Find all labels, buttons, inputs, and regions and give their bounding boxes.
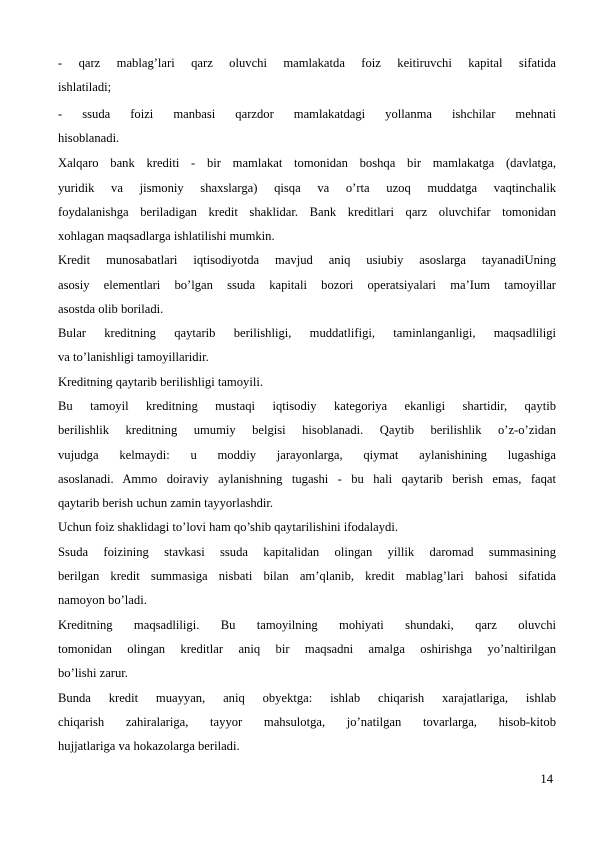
text-line: chiqarish zahiralariga, tayyor mahsulotga, jo’natilgan tovarlarga, hisob-kitob [58, 715, 556, 729]
text-line: - ssuda foizi manbasi qarzdor mamlakatdagi yollanma ishchilar mehnati [58, 107, 556, 121]
text-line: asosiy elementlari bo’lgan ssuda kapitali bozori operatsiyalari ma’Ium tamoyillar [58, 278, 556, 292]
text-line: berilgan kredit summasiga nisbati bilan am’qlanib, kredit mablag’lari bahosi sifatida [58, 569, 556, 583]
text-line: Bular kreditning qaytarib berilishligi, muddatlifigi, taminlanganligi, maqsadliligi [58, 326, 556, 340]
text-line: tomonidan olingan kreditlar aniq bir maqsadni amalga oshirishga yo’naltirilgan [58, 642, 556, 656]
text-line: asostda olib boriladi. [58, 302, 164, 316]
page-number: 14 [540, 772, 553, 786]
text-line: yuridik va jismoniy shaxslarga) qisqa va o’rta uzoq muddatga vaqtinchalik [58, 181, 556, 195]
text-line: Kredit munosabatlari iqtisodiyotda mavjud aniq usiubiy asoslarga tayanadiUning [58, 253, 556, 267]
text-line: ishlatiladi; [58, 80, 112, 94]
text-line: Ssuda foizining stavkasi ssuda kapitalidan olingan yillik daromad summasining [58, 545, 556, 559]
section-heading: Kreditning qaytarib berilishligi tamoyili. [58, 375, 263, 389]
text-line: Kreditning maqsadliligi. Bu tamoyilning mohiyati shundaki, qarz oluvchi [58, 618, 556, 632]
text-line: Bu tamoyil kreditning mustaqi iqtisodiy kategoriya ekanligi shartidir, qaytib [58, 399, 556, 413]
text-line: va to’lanishligi tamoyillaridir. [58, 350, 209, 364]
text-line: Xalqaro bank krediti - bir mamlakat tomonidan boshqa bir mamlakatga (davlatga, [58, 156, 556, 170]
text-line: asoslanadi. Ammo doiraviy aylanishning tugashi - bu hali qaytarib berish emas, faqat [58, 472, 556, 486]
text-line: vujudga kelmaydi: u moddiy jarayonlarga, qiymat aylanishining lugashiga [58, 448, 556, 462]
text-line: namoyon bo’ladi. [58, 593, 147, 607]
text-line: hujjatlariga va hokazolarga beriladi. [58, 739, 240, 753]
text-line: berilishlik kreditning umumiy belgisi hisoblanadi. Qaytib berilishlik o’z-o’zidan [58, 423, 556, 437]
text-line: Bunda kredit muayyan, aniq obyektga: ishlab chiqarish xarajatlariga, ishlab [58, 691, 556, 705]
text-line: Uchun foiz shaklidagi to’lovi ham qo’shib qaytarilishini ifodalaydi. [58, 520, 398, 534]
text-line: xohlagan maqsadlarga ishlatilishi mumkin. [58, 229, 275, 243]
text-line: bo’lishi zarur. [58, 666, 128, 680]
text-line: qaytarib berish uchun zamin tayyorlashdir. [58, 496, 274, 510]
text-line: foydalanishga beriladigan kredit shaklidar. Bank kreditlari qarz oluvchifar tomonidan [58, 205, 556, 219]
text-line: hisoblanadi. [58, 131, 120, 145]
text-line: - qarz mablag’lari qarz oluvchi mamlakatda foiz keitiruvchi kapital sifatida [58, 56, 556, 70]
